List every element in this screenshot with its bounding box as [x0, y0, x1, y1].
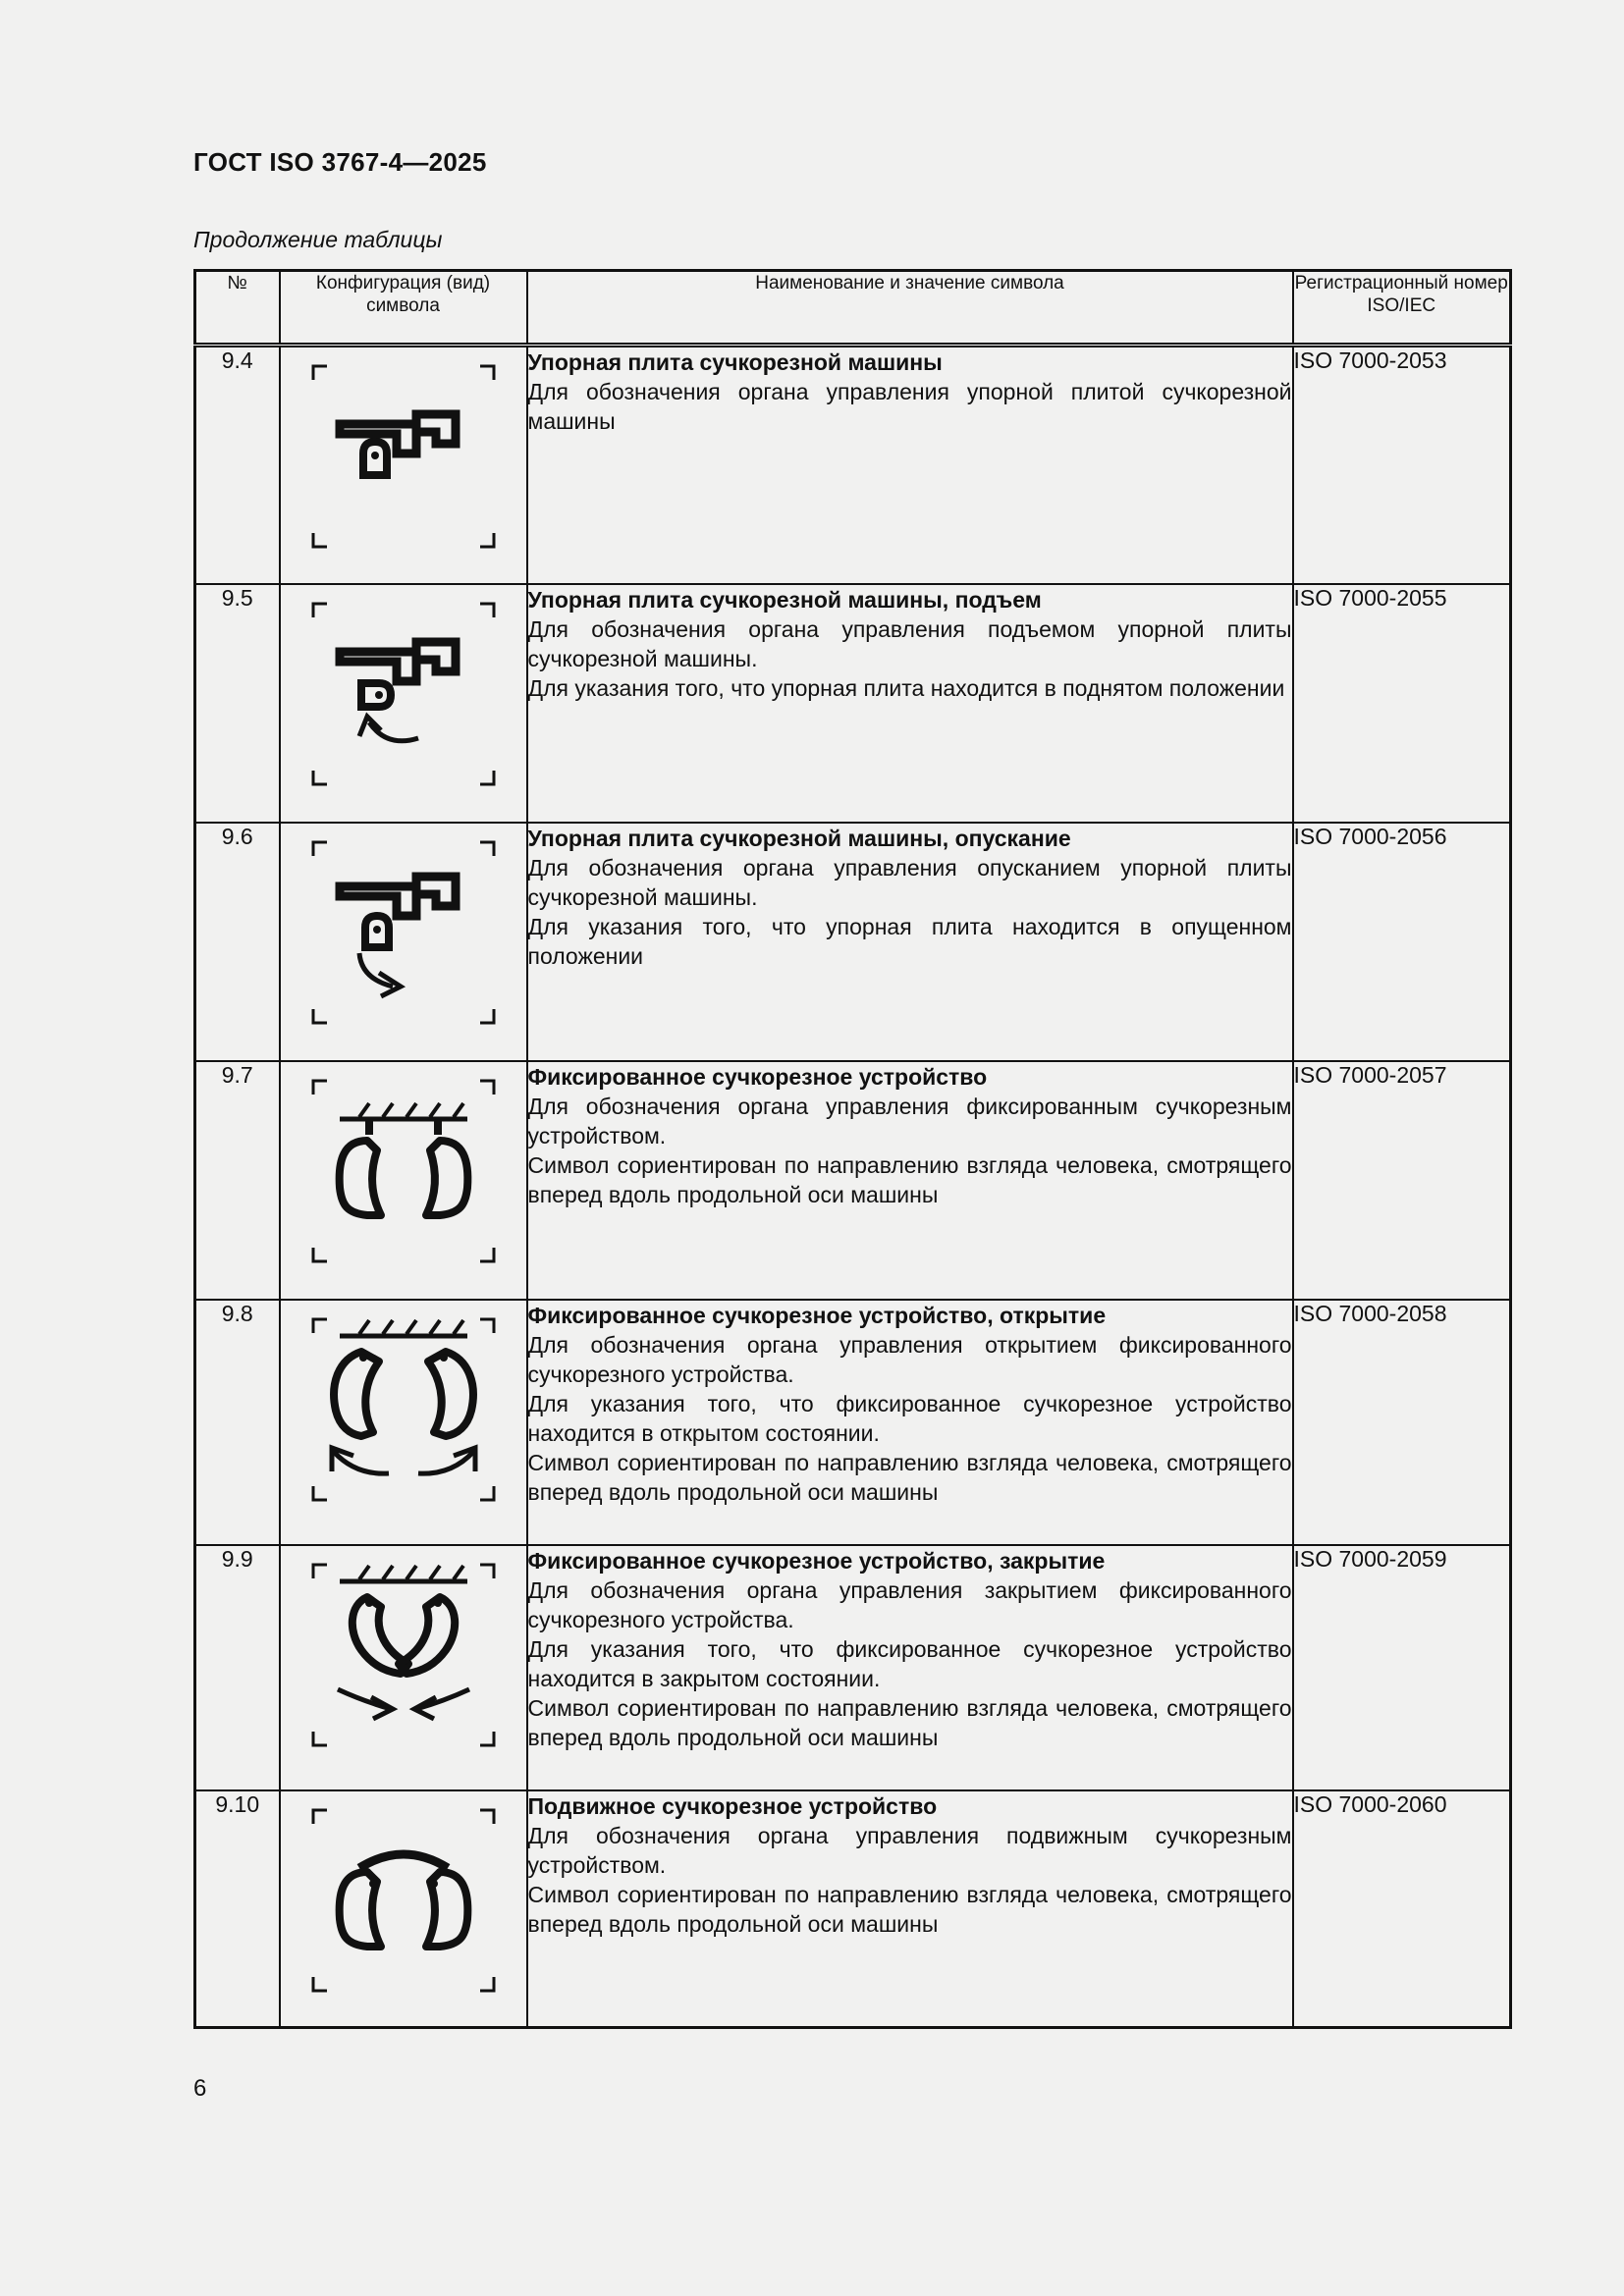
description-cell: [527, 1545, 1293, 1790]
table-caption: Продолжение таблицы: [193, 227, 443, 252]
registration-number: ISO 7000-2059: [1293, 1545, 1511, 1790]
fixed-delimbing-device-open-icon: [310, 1316, 497, 1503]
table-row: [195, 1300, 1511, 1545]
table-row: [195, 584, 1511, 823]
column-header-num: №: [195, 271, 280, 346]
description-cell: [527, 823, 1293, 1061]
row-number: 9.6: [195, 823, 280, 1061]
registration-number: ISO 7000-2058: [1293, 1300, 1511, 1545]
page-number: 6: [193, 2075, 207, 2102]
symbol-cell: [280, 1790, 527, 2028]
registration-number: ISO 7000-2060: [1293, 1790, 1511, 2028]
row-number: 9.10: [195, 1790, 280, 2028]
document-header: ГОСТ ISO 3767-4—2025: [193, 147, 487, 177]
description-line: Символ сориентирован по направлению взгляда человека, смотрящего вперед вдоль продольной оси машины: [527, 1694, 1292, 1750]
registration-number: ISO 7000-2057: [1293, 1061, 1511, 1300]
row-number: 9.4: [195, 346, 280, 584]
symbol-title: Упорная плита сучкорезной машины, подъем: [527, 586, 1042, 613]
description-line: Для указания того, что фиксированное сучкорезное устройство находится в открытом состоянии.: [527, 1390, 1292, 1446]
fixed-delimbing-device-icon: [310, 1078, 497, 1264]
description-line: Для указания того, что упорная плита находится в опущенном положении: [527, 913, 1292, 969]
symbol-title: Упорная плита сучкорезной машины, опускание: [527, 825, 1071, 851]
description-line: Для обозначения органа управления подъемом упорной плиты сучкорезной машины.: [527, 615, 1292, 671]
symbol-cell: [280, 823, 527, 1061]
symbol-cell: [280, 346, 527, 584]
description-line: Для указания того, что фиксированное сучкорезное устройство находится в закрытом состоянии.: [527, 1635, 1292, 1691]
description-line: Символ сориентирован по направлению взгляда человека, смотрящего вперед вдоль продольной оси машины: [527, 1881, 1292, 1937]
table-row: [195, 346, 1511, 584]
symbols-table: [193, 269, 1512, 2029]
symbol-title: Подвижное сучкорезное устройство: [527, 1792, 938, 1819]
description-cell: [527, 1300, 1293, 1545]
description-line: Для обозначения органа управления опусканием упорной плиты сучкорезной машины.: [527, 854, 1292, 910]
row-number: 9.5: [195, 584, 280, 823]
description-line: Символ сориентирован по направлению взгляда человека, смотрящего вперед вдоль продольной оси машины: [527, 1151, 1292, 1207]
description-cell: [527, 584, 1293, 823]
description-line: Для указания того, что упорная плита находится в поднятом положении: [527, 674, 1285, 701]
symbol-title: Фиксированное сучкорезное устройство, закрытие: [527, 1547, 1106, 1574]
symbol-cell: [280, 1300, 527, 1545]
row-number: 9.9: [195, 1545, 280, 1790]
description-cell: [527, 1790, 1293, 2028]
symbol-title: Фиксированное сучкорезное устройство: [527, 1063, 988, 1090]
row-number: 9.8: [195, 1300, 280, 1545]
registration-number: ISO 7000-2055: [1293, 584, 1511, 823]
table-row: [195, 1790, 1511, 2028]
movable-delimbing-device-icon: [310, 1807, 497, 1994]
table-row: [195, 1061, 1511, 1300]
description-line: Для обозначения органа управления упорной плитой сучкорезной машины: [527, 379, 1292, 434]
description-line: Для обозначения органа управления фиксированным сучкорезным устройством.: [527, 1093, 1292, 1148]
row-number: 9.7: [195, 1061, 280, 1300]
cutterbar-stop-plate-lower-icon: [310, 839, 497, 1026]
symbol-title: Упорная плита сучкорезной машины: [527, 349, 943, 375]
cutterbar-stop-plate-icon: [310, 363, 497, 550]
description-line: Для обозначения органа управления подвижным сучкорезным устройством.: [527, 1822, 1292, 1878]
symbol-title: Фиксированное сучкорезное устройство, открытие: [527, 1302, 1107, 1328]
symbol-cell: [280, 1545, 527, 1790]
registration-number: ISO 7000-2053: [1293, 346, 1511, 584]
table-row: [195, 823, 1511, 1061]
description-cell: [527, 1061, 1293, 1300]
column-header-config: Конфигурация (вид) символа: [280, 271, 527, 346]
fixed-delimbing-device-close-icon: [310, 1562, 497, 1748]
description-line: Символ сориентирован по направлению взгляда человека, смотрящего вперед вдоль продольной оси машины: [527, 1449, 1292, 1505]
description-line: Для обозначения органа управления открытием фиксированного сучкорезного устройства.: [527, 1331, 1292, 1387]
description-line: Для обозначения органа управления закрытием фиксированного сучкорезного устройства.: [527, 1576, 1292, 1632]
column-header-name: Наименование и значение символа: [527, 271, 1293, 346]
cutterbar-stop-plate-raise-icon: [310, 601, 497, 787]
symbol-cell: [280, 584, 527, 823]
symbol-cell: [280, 1061, 527, 1300]
table-header-row: [195, 271, 1511, 346]
table-row: [195, 1545, 1511, 1790]
column-header-reg: Регистрационный номер ISO/IEC: [1293, 271, 1511, 346]
registration-number: ISO 7000-2056: [1293, 823, 1511, 1061]
description-cell: [527, 346, 1293, 584]
